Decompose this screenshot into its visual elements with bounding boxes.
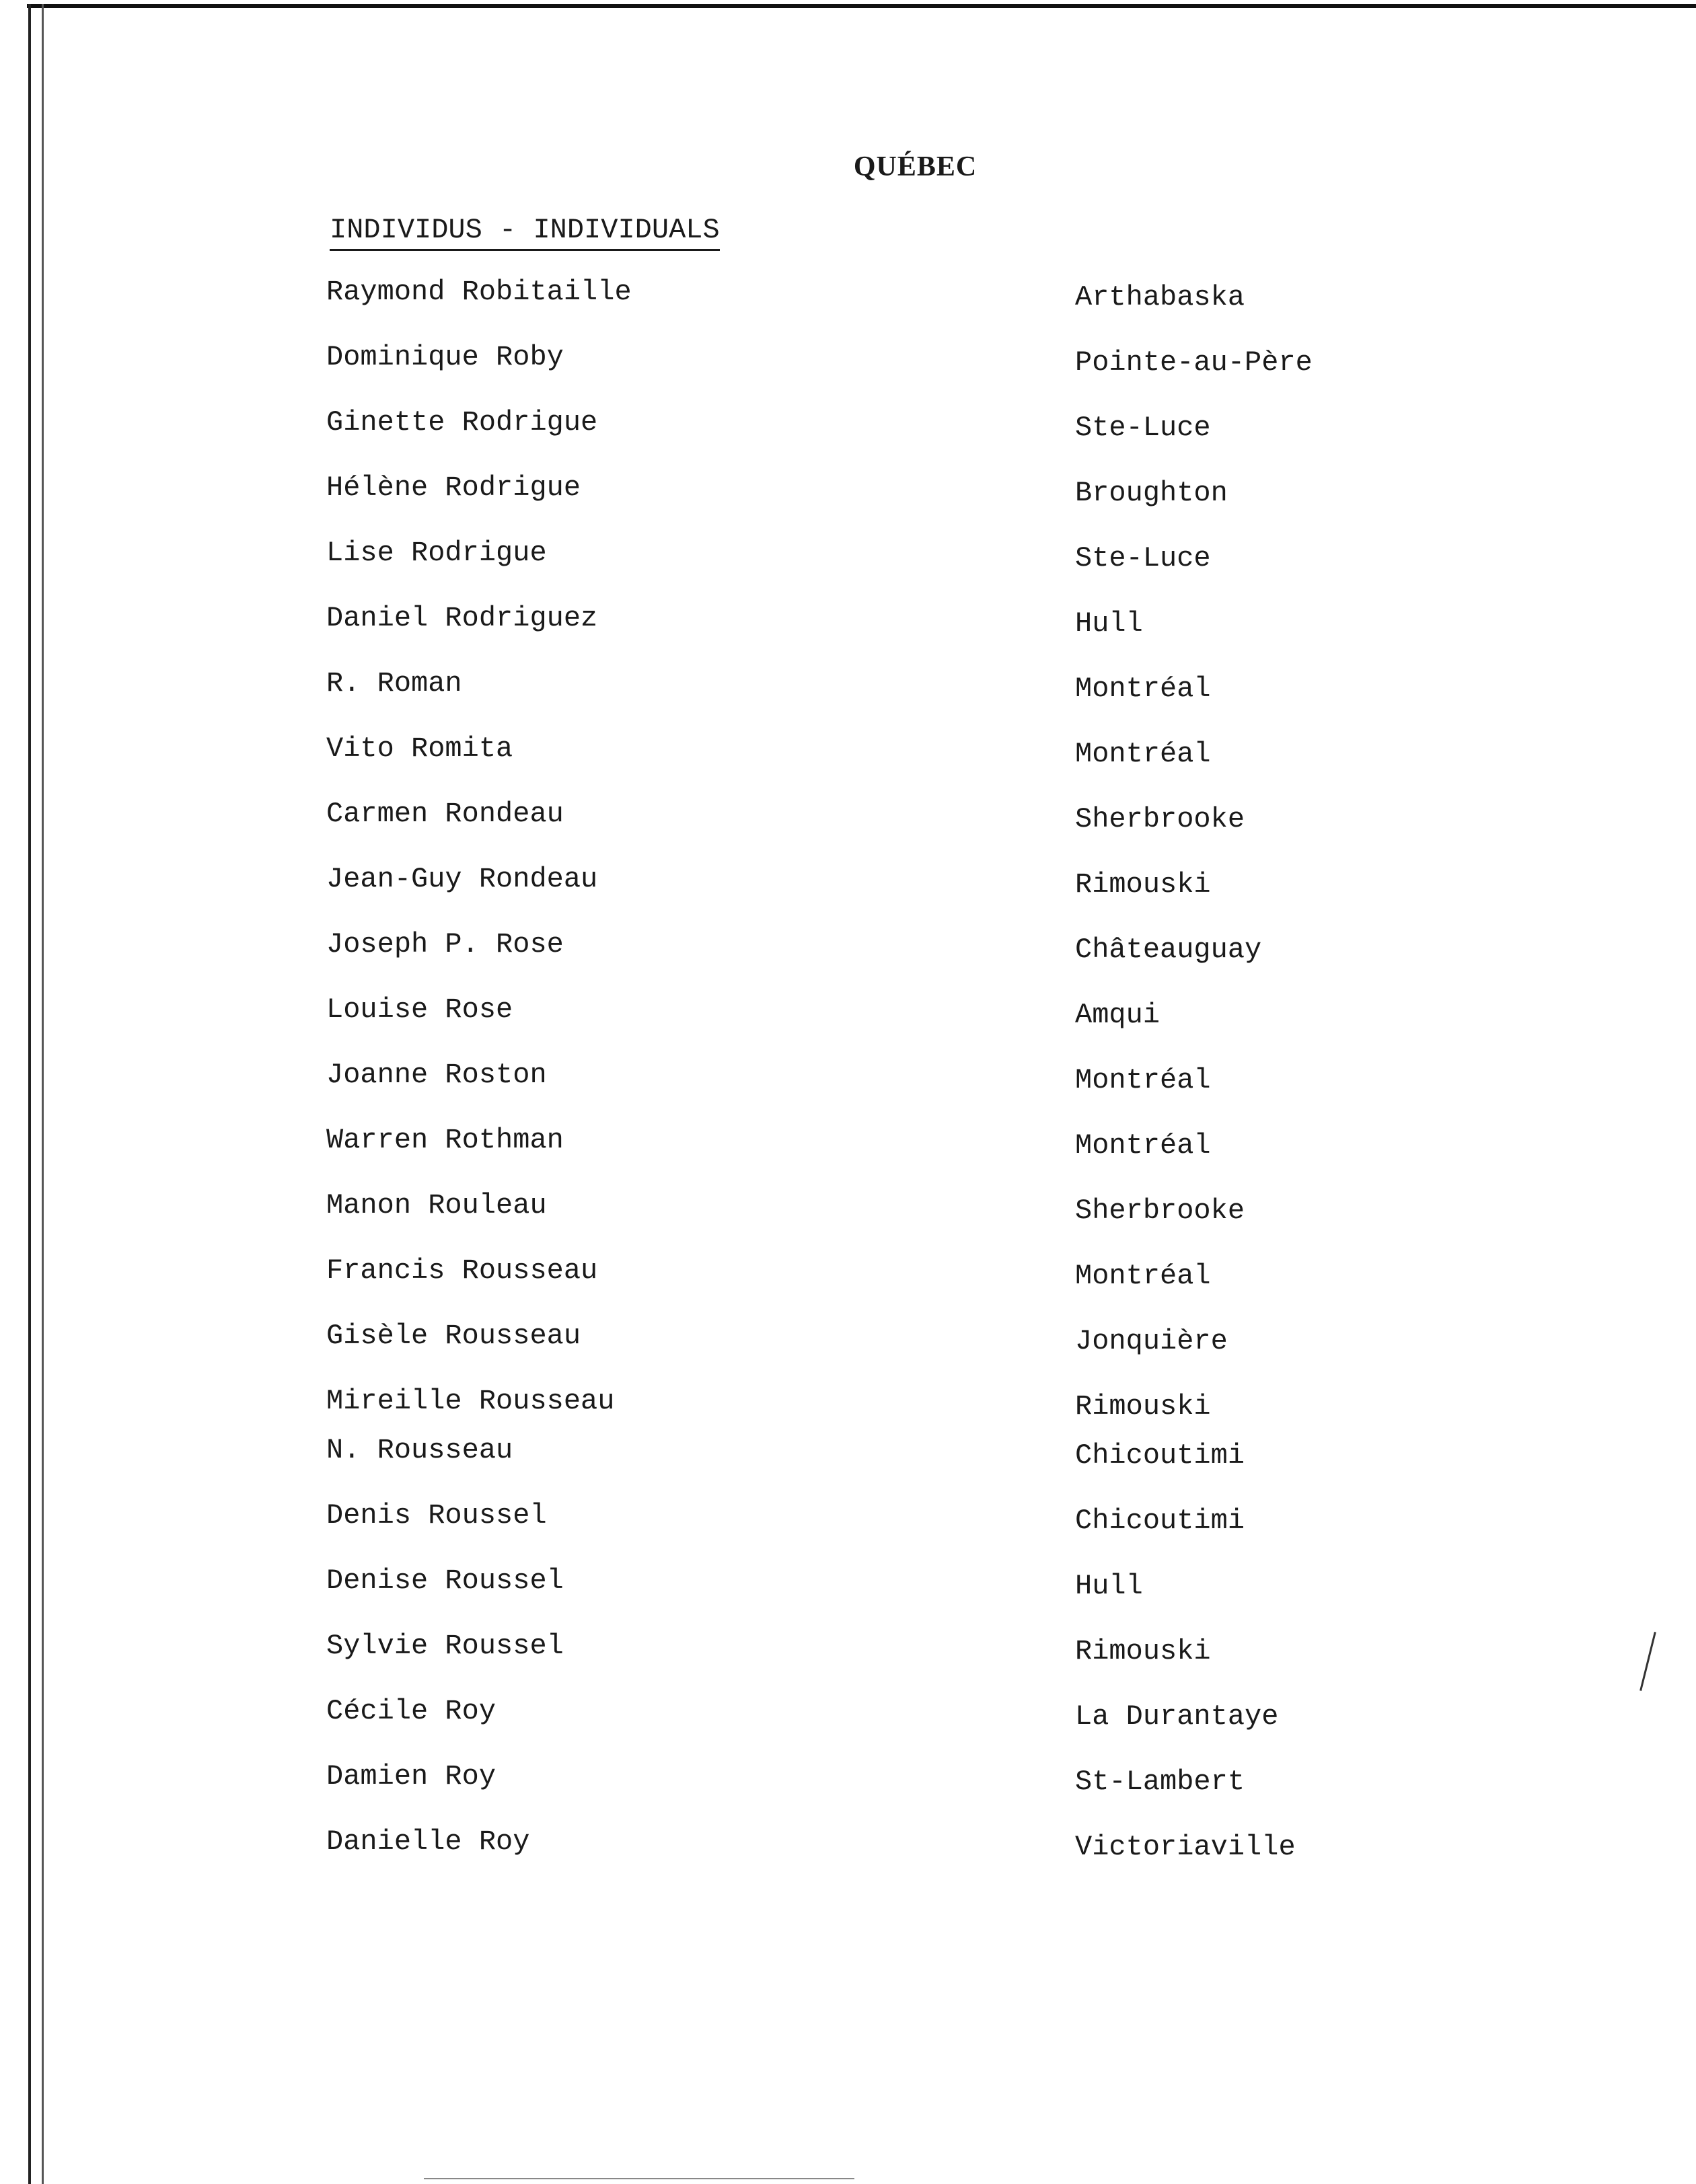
list-item [0, 406, 1696, 472]
list-item [0, 1760, 1696, 1825]
entry-name: Gisèle Rousseau [326, 1320, 581, 1352]
entry-city: Hull [1075, 1570, 1143, 1602]
list-item [0, 1630, 1696, 1695]
entry-name: Denis Roussel [326, 1499, 547, 1532]
entry-name: Damien Roy [326, 1760, 496, 1793]
list-item [0, 798, 1696, 863]
list-item [0, 1254, 1696, 1320]
entry-city: La Durantaye [1075, 1700, 1279, 1733]
entry-city: Rimouski [1075, 1635, 1211, 1667]
entry-city: Pointe-au-Père [1075, 346, 1313, 379]
list-item [0, 667, 1696, 732]
entry-city: Rimouski [1075, 868, 1211, 901]
list-item [0, 537, 1696, 602]
entry-name: Sylvie Roussel [326, 1630, 564, 1662]
list-item [0, 602, 1696, 667]
entry-name: Lise Rodrigue [326, 537, 547, 569]
entry-city: Ste-Luce [1075, 412, 1211, 444]
entry-name: Warren Rothman [326, 1124, 564, 1156]
entry-city: Chicoutimi [1075, 1505, 1245, 1537]
entry-name: Carmen Rondeau [326, 798, 564, 830]
list-item [0, 472, 1696, 537]
entry-name: Joseph P. Rose [326, 928, 564, 961]
entry-name: Manon Rouleau [326, 1189, 547, 1221]
entry-city: Chicoutimi [1075, 1439, 1245, 1472]
page-title: QUÉBEC [853, 151, 978, 182]
list-item [0, 1825, 1696, 1891]
entry-list [0, 276, 1696, 1891]
entry-city: Victoriaville [1075, 1831, 1296, 1863]
entry-city: Broughton [1075, 477, 1228, 509]
entry-name: Hélène Rodrigue [326, 472, 581, 504]
entry-city: Montréal [1075, 738, 1211, 770]
entry-name: Ginette Rodrigue [326, 406, 598, 439]
entry-name: Raymond Robitaille [326, 276, 632, 308]
entry-name: Cécile Roy [326, 1695, 496, 1727]
entry-city: Arthabaska [1075, 281, 1245, 313]
entry-name: Dominique Roby [326, 341, 564, 373]
entry-city: Amqui [1075, 999, 1160, 1031]
entry-name: Francis Rousseau [326, 1254, 598, 1287]
list-item [0, 863, 1696, 928]
section-heading: INDIVIDUS - INDIVIDUALS [330, 214, 720, 251]
list-item [0, 341, 1696, 406]
entry-city: Sherbrooke [1075, 803, 1245, 835]
bottom-scan-mark [424, 2178, 854, 2179]
entry-name: Vito Romita [326, 732, 513, 765]
list-item [0, 1499, 1696, 1565]
list-item [0, 993, 1696, 1059]
list-item [0, 1189, 1696, 1254]
entry-city: Châteauguay [1075, 934, 1262, 966]
entry-city: St-Lambert [1075, 1766, 1245, 1798]
entry-city: Montréal [1075, 1260, 1211, 1292]
top-border-line [27, 4, 1696, 8]
entry-city: Montréal [1075, 1064, 1211, 1096]
list-item [0, 276, 1696, 341]
entry-name: Daniel Rodriguez [326, 602, 598, 634]
list-item [0, 1695, 1696, 1760]
list-item [0, 1434, 1696, 1499]
list-item [0, 1059, 1696, 1124]
entry-city: Hull [1075, 607, 1143, 640]
entry-name: R. Roman [326, 667, 462, 700]
entry-city: Jonquière [1075, 1325, 1228, 1357]
entry-name: Joanne Roston [326, 1059, 547, 1091]
entry-name: Mireille Rousseau [326, 1385, 615, 1417]
list-item [0, 1565, 1696, 1630]
list-item [0, 1124, 1696, 1189]
list-item [0, 928, 1696, 993]
entry-city: Ste-Luce [1075, 542, 1211, 574]
entry-city: Rimouski [1075, 1390, 1211, 1423]
entry-name: Louise Rose [326, 993, 513, 1026]
entry-city: Sherbrooke [1075, 1195, 1245, 1227]
list-item [0, 1320, 1696, 1385]
entry-name: Danielle Roy [326, 1825, 530, 1858]
entry-name: N. Rousseau [326, 1434, 513, 1466]
entry-city: Montréal [1075, 673, 1211, 705]
list-item [0, 732, 1696, 798]
entry-name: Jean-Guy Rondeau [326, 863, 598, 895]
entry-city: Montréal [1075, 1129, 1211, 1162]
entry-name: Denise Roussel [326, 1565, 564, 1597]
